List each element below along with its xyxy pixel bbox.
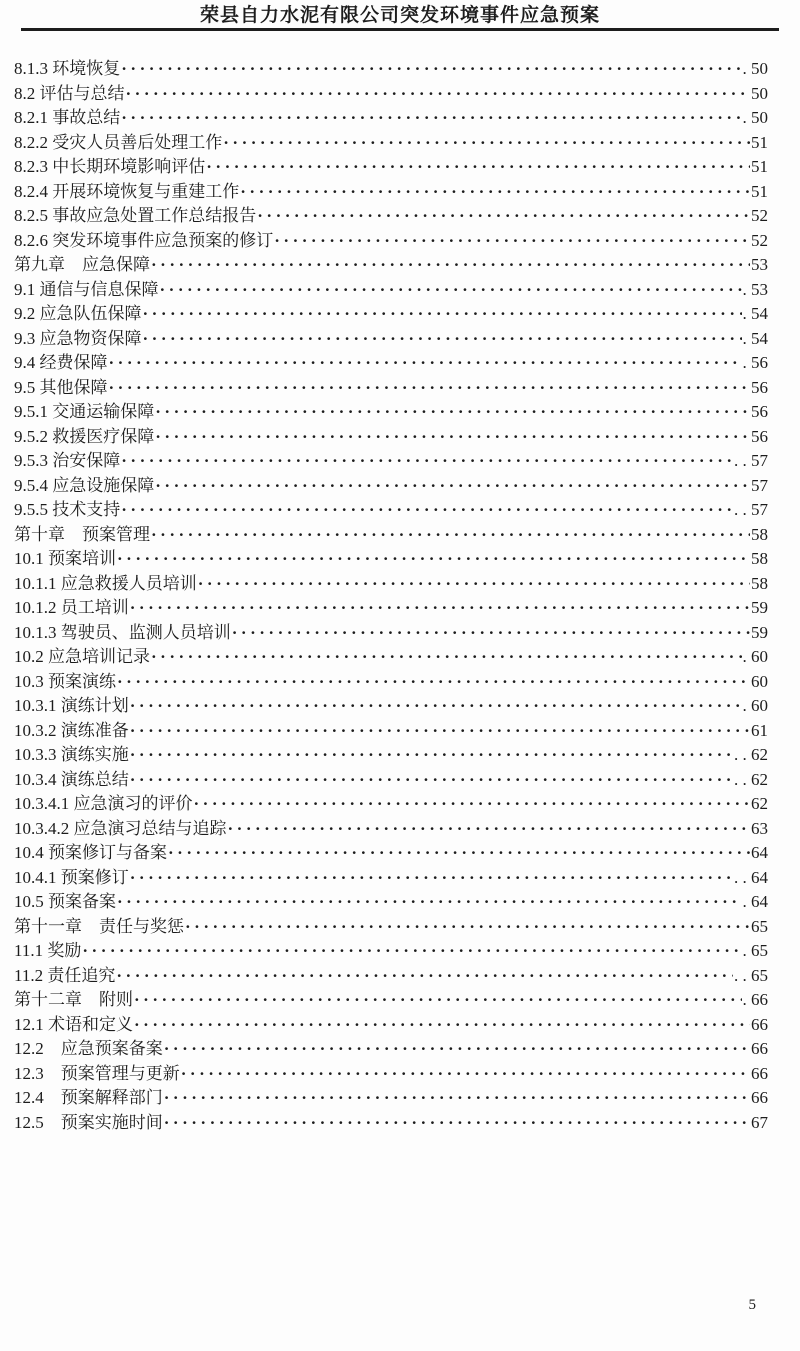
toc-entry[interactable] xyxy=(14,890,768,915)
toc-entry[interactable] xyxy=(14,351,768,376)
toc-leader-dots xyxy=(164,1111,750,1136)
toc-leader-dots xyxy=(155,425,750,450)
toc-leader-dots xyxy=(143,327,742,352)
toc-leader-dots xyxy=(130,719,750,744)
toc-leader-dots xyxy=(257,204,750,229)
toc-entry-label: 8.2.4 开展环境恢复与重建工作 xyxy=(14,181,240,201)
toc-entry-label: 8.2.6 突发环境事件应急预案的修订 xyxy=(14,230,274,250)
toc-entry-page: . 64 xyxy=(742,892,768,911)
toc-entry-page: . 54 xyxy=(742,328,768,348)
toc-entry-label: 10.1 预案培训 xyxy=(14,549,116,568)
toc-leader-dots xyxy=(240,180,750,205)
toc-leader-dots xyxy=(143,302,742,327)
toc-entry-label: 8.2 评估与总结 xyxy=(14,83,125,103)
toc-entry-label: 10.3.1 演练计划 xyxy=(14,696,129,715)
toc-leader-dots xyxy=(109,376,751,401)
toc-entry-label: 12.2 应急预案备案 xyxy=(14,1039,163,1058)
toc-entry-label: 9.5.4 应急设施保障 xyxy=(14,475,155,495)
toc-leader-dots xyxy=(232,621,750,646)
toc-entry-label: 8.1.3 环境恢复 xyxy=(14,59,121,78)
toc-entry-label: 10.2 应急培训记录 xyxy=(14,647,150,666)
toc-entry[interactable] xyxy=(14,768,768,793)
toc-leader-dots xyxy=(109,351,742,376)
toc-leader-dots xyxy=(130,866,733,891)
toc-entry-label: 9.2 应急队伍保障 xyxy=(14,304,142,323)
toc-leader-dots xyxy=(121,57,741,82)
toc-entry-page: 59 xyxy=(751,598,768,617)
toc-entry-page: . 54 xyxy=(742,304,768,323)
toc-leader-dots xyxy=(121,106,741,131)
toc-entry[interactable] xyxy=(14,523,768,548)
toc-entry-page: 58 xyxy=(751,524,768,544)
toc-entry-label: 12.4 预案解释部门 xyxy=(14,1088,163,1107)
toc-leader-dots xyxy=(223,131,750,156)
toc-entry-label: 10.1.3 驾驶员、监测人员培训 xyxy=(14,622,231,642)
toc-entry[interactable] xyxy=(14,180,768,205)
toc-entry-page: 60 xyxy=(751,671,768,691)
header-rule xyxy=(21,28,779,31)
toc-entry-page: . . 57 xyxy=(734,451,768,470)
toc-leader-dots xyxy=(155,474,750,499)
toc-entry-page: 59 xyxy=(751,622,768,642)
toc-entry[interactable] xyxy=(14,449,768,474)
toc-entry-label: 第十二章 附则 xyxy=(14,990,133,1009)
toc-entry-page: 53 xyxy=(751,255,768,274)
toc-entry-page: 50 xyxy=(751,83,768,103)
toc-leader-dots xyxy=(121,498,733,523)
toc-entry[interactable] xyxy=(14,817,768,842)
toc-entry[interactable] xyxy=(14,645,768,670)
toc-entry[interactable] xyxy=(14,572,768,597)
toc-entry-page: 51 xyxy=(751,132,768,152)
toc-entry[interactable] xyxy=(14,1013,768,1038)
toc-leader-dots xyxy=(82,939,741,964)
toc-entry[interactable] xyxy=(14,964,768,989)
toc-entry-page: 58 xyxy=(751,573,768,593)
toc-entry-label: 第十章 预案管理 xyxy=(14,524,150,544)
toc-entry[interactable] xyxy=(14,670,768,695)
toc-entry[interactable] xyxy=(14,743,768,768)
toc-leader-dots xyxy=(130,743,733,768)
toc-entry[interactable] xyxy=(14,57,768,82)
toc-entry-label: 9.4 经费保障 xyxy=(14,353,108,372)
toc-entry-page: 66 xyxy=(751,1063,768,1083)
toc-entry-page: . 50 xyxy=(742,108,768,127)
toc-leader-dots xyxy=(134,1013,750,1038)
toc-entry[interactable] xyxy=(14,155,768,180)
toc-leader-dots xyxy=(151,523,750,548)
toc-leader-dots xyxy=(198,572,750,597)
toc-entry-label: 第十一章 责任与奖惩 xyxy=(14,916,184,936)
toc-entry[interactable] xyxy=(14,400,768,425)
toc-entry-label: 10.3.4.2 应急演习总结与追踪 xyxy=(14,818,227,838)
toc-entry-page: . . 62 xyxy=(734,769,768,789)
toc-entry[interactable] xyxy=(14,621,768,646)
toc-entry-page: 64 xyxy=(751,843,768,862)
toc-entry[interactable] xyxy=(14,425,768,450)
toc-entry[interactable] xyxy=(14,498,768,523)
toc-entry-label: 10.4.1 预案修订 xyxy=(14,867,129,887)
toc-leader-dots xyxy=(274,229,750,254)
toc-entry-page: . . 65 xyxy=(734,965,768,985)
toc-leader-dots xyxy=(164,1086,750,1111)
toc-entry-page: 56 xyxy=(751,377,768,397)
toc-entry-label: 12.5 预案实施时间 xyxy=(14,1112,163,1132)
toc-entry-page: 65 xyxy=(751,916,768,936)
toc-leader-dots xyxy=(151,253,750,278)
toc-entry[interactable] xyxy=(14,792,768,817)
toc-entry[interactable] xyxy=(14,1111,768,1136)
toc-entry[interactable] xyxy=(14,278,768,303)
toc-entry-label: 第九章 应急保障 xyxy=(14,255,150,274)
toc-entry-label: 9.5.1 交通运输保障 xyxy=(14,402,155,421)
toc-entry-label: 9.5.5 技术支持 xyxy=(14,500,121,519)
toc-entry-page: . 66 xyxy=(742,990,768,1009)
toc-leader-dots xyxy=(151,645,742,670)
toc-entry-page: . 65 xyxy=(742,941,768,960)
toc-leader-dots xyxy=(228,817,751,842)
toc-entry-label: 9.5.2 救援医疗保障 xyxy=(14,426,155,446)
toc-entry[interactable] xyxy=(14,1086,768,1111)
toc-leader-dots xyxy=(130,694,742,719)
toc-entry-page: . 50 xyxy=(742,59,768,78)
toc-entry-label: 8.2.2 受灾人员善后处理工作 xyxy=(14,132,223,152)
toc-entry-page: 66 xyxy=(751,1088,768,1107)
toc-entry[interactable] xyxy=(14,719,768,744)
toc-entry-page: 51 xyxy=(751,181,768,201)
toc-entry[interactable] xyxy=(14,131,768,156)
toc-entry[interactable] xyxy=(14,229,768,254)
document-header xyxy=(0,0,800,31)
toc-entry[interactable] xyxy=(14,474,768,499)
toc-leader-dots xyxy=(130,768,733,793)
toc-entry[interactable] xyxy=(14,939,768,964)
toc-entry-page: 56 xyxy=(751,426,768,446)
toc-leader-dots xyxy=(121,449,733,474)
toc-entry-page: . . 64 xyxy=(734,867,768,887)
toc-entry[interactable] xyxy=(14,841,768,866)
toc-entry[interactable] xyxy=(14,596,768,621)
toc-leader-dots xyxy=(194,792,751,817)
toc-leader-dots xyxy=(160,278,742,303)
toc-entry-page: 52 xyxy=(751,230,768,250)
toc-entry-page: 66 xyxy=(751,1039,768,1058)
toc-entry-page: . . 57 xyxy=(734,500,768,519)
toc-entry-label: 11.2 责任追究 xyxy=(14,965,116,985)
toc-entry-page: 58 xyxy=(751,549,768,568)
toc-entry-label: 10.1.2 员工培训 xyxy=(14,598,129,617)
document-title: 荣县自力水泥有限公司突发环境事件应急预案 xyxy=(199,5,600,26)
toc-entry-label: 8.2.3 中长期环境影响评估 xyxy=(14,157,206,176)
toc-entry[interactable] xyxy=(14,302,768,327)
toc-entry-label: 9.1 通信与信息保障 xyxy=(14,279,159,299)
toc-entry[interactable] xyxy=(14,1037,768,1062)
toc-entry[interactable] xyxy=(14,915,768,940)
toc-entry-label: 10.3 预案演练 xyxy=(14,671,116,691)
toc-entry-label: 10.3.4 演练总结 xyxy=(14,769,129,789)
toc-entry-label: 8.2.1 事故总结 xyxy=(14,108,121,127)
toc-leader-dots xyxy=(117,670,750,695)
toc-entry[interactable] xyxy=(14,82,768,107)
toc-entry-page: 67 xyxy=(751,1112,768,1132)
toc-entry-label: 10.3.2 演练准备 xyxy=(14,720,129,740)
toc-entry[interactable] xyxy=(14,327,768,352)
toc-entry[interactable] xyxy=(14,988,768,1013)
toc-leader-dots xyxy=(126,82,751,107)
toc-leader-dots xyxy=(155,400,750,425)
toc-entry-page: . . 62 xyxy=(734,745,768,764)
toc-entry[interactable] xyxy=(14,204,768,229)
toc-leader-dots xyxy=(206,155,750,180)
toc-entry-page: 56 xyxy=(751,402,768,421)
toc-leader-dots xyxy=(134,988,742,1013)
toc-entry[interactable] xyxy=(14,1062,768,1087)
toc-entry-page: . 60 xyxy=(742,696,768,715)
toc-entry-label: 9.5.3 治安保障 xyxy=(14,451,121,470)
toc-entry[interactable] xyxy=(14,106,768,131)
toc-list xyxy=(0,57,800,1135)
toc-leader-dots xyxy=(185,915,750,940)
toc-entry[interactable] xyxy=(14,694,768,719)
toc-entry-label: 9.3 应急物资保障 xyxy=(14,328,142,348)
toc-entry-page: 62 xyxy=(751,794,768,813)
toc-entry-page: 57 xyxy=(751,475,768,495)
toc-leader-dots xyxy=(181,1062,750,1087)
toc-entry-page: . 60 xyxy=(742,647,768,666)
toc-entry-label: 10.3.4.1 应急演习的评价 xyxy=(14,794,193,813)
toc-entry-page: 61 xyxy=(751,720,768,740)
toc-entry-page: 66 xyxy=(751,1014,768,1034)
toc-entry[interactable] xyxy=(14,376,768,401)
toc-entry-label: 10.1.1 应急救援人员培训 xyxy=(14,573,197,593)
toc-entry-page: . 56 xyxy=(742,353,768,372)
toc-leader-dots xyxy=(164,1037,750,1062)
page-number: 5 xyxy=(748,1297,756,1313)
toc-entry-page: . 53 xyxy=(742,279,768,299)
toc-entry-label: 8.2.5 事故应急处置工作总结报告 xyxy=(14,206,257,225)
toc-leader-dots xyxy=(117,547,750,572)
toc-entry[interactable] xyxy=(14,547,768,572)
toc-entry-label: 9.5 其他保障 xyxy=(14,377,108,397)
toc-leader-dots xyxy=(117,890,742,915)
toc-entry[interactable] xyxy=(14,866,768,891)
toc-entry-page: 51 xyxy=(751,157,768,176)
toc-entry-label: 11.1 奖励 xyxy=(14,941,82,960)
toc-entry-page: 52 xyxy=(751,206,768,225)
toc-entry-label: 12.1 术语和定义 xyxy=(14,1014,133,1034)
toc-entry-label: 10.4 预案修订与备案 xyxy=(14,843,167,862)
toc-leader-dots xyxy=(130,596,750,621)
toc-entry[interactable] xyxy=(14,253,768,278)
toc-leader-dots xyxy=(116,964,733,989)
toc-entry-label: 10.5 预案备案 xyxy=(14,892,116,911)
toc-entry-label: 12.3 预案管理与更新 xyxy=(14,1063,180,1083)
toc-entry-label: 10.3.3 演练实施 xyxy=(14,745,129,764)
toc-leader-dots xyxy=(168,841,750,866)
toc-entry-page: 63 xyxy=(751,818,768,838)
